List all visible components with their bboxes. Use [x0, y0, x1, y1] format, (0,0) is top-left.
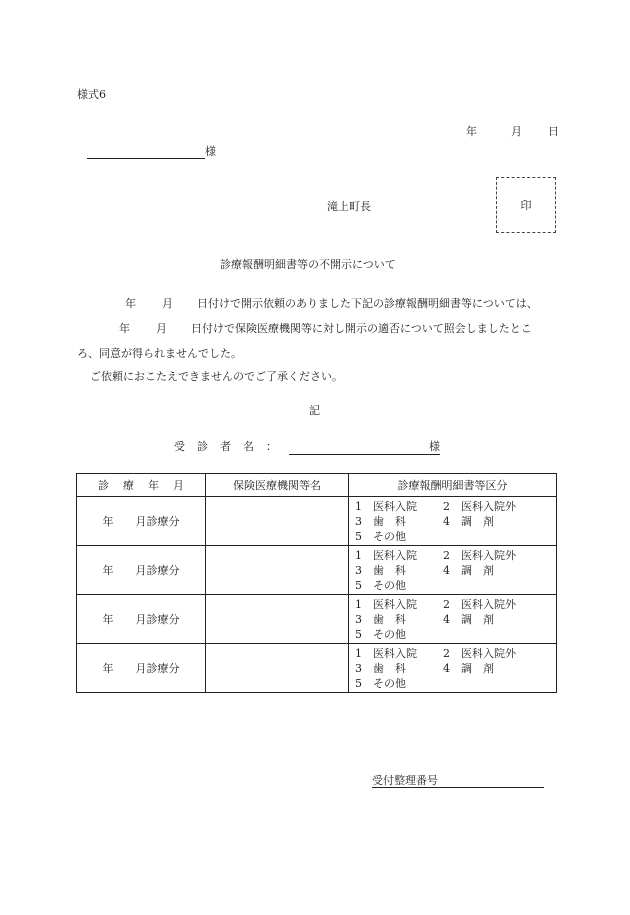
row-category: 1 医科入院 2 医科入院外 3 歯 科 4 調 剤 5 その他	[349, 644, 557, 693]
header-month: 診 療 年 月	[77, 474, 206, 497]
header-institution: 保険医療機関等名	[206, 474, 349, 497]
detail-table	[76, 473, 557, 693]
patient-label-1: 受	[174, 440, 185, 453]
row-month: 年 月診療分	[77, 497, 206, 546]
date-month: 月	[511, 125, 522, 138]
patient-label-2: 診	[197, 440, 208, 453]
blank-month-1: 月	[162, 297, 173, 310]
row-institution	[206, 644, 349, 693]
patient-blank-line	[289, 441, 429, 455]
row-month: 年 月診療分	[77, 644, 206, 693]
issuer-name: 滝上町長	[327, 200, 371, 213]
table-row	[77, 595, 557, 644]
row-institution	[206, 497, 349, 546]
patient-label-3: 者	[220, 440, 231, 453]
body-paragraph-2: ご依頼におこたえできませんのでご了承ください。	[90, 370, 343, 383]
receipt-label: 受付整理番号	[372, 774, 438, 787]
row-month: 年 月診療分	[77, 546, 206, 595]
document-title: 診療報酬明細書等の不開示について	[220, 258, 396, 271]
receipt-number	[372, 772, 544, 788]
row-institution	[206, 595, 349, 644]
blank-year-1: 年	[125, 297, 136, 310]
date-year: 年	[466, 125, 477, 138]
row-category: 1 医科入院 2 医科入院外 3 歯 科 4 調 剤 5 その他	[349, 546, 557, 595]
table-row	[77, 497, 557, 546]
row-month: 年 月診療分	[77, 595, 206, 644]
table-row	[77, 644, 557, 693]
date-day: 日	[548, 125, 559, 138]
receipt-blank-line	[438, 774, 544, 788]
table-header-row	[77, 474, 557, 497]
ki-heading: 記	[309, 404, 320, 417]
addressee-blank-line	[87, 145, 205, 159]
body-text-2: 日付けで保険医療機関等に対し開示の適否について照会しましたところ、同意が得られませんでした。	[77, 322, 532, 360]
row-category: 1 医科入院 2 医科入院外 3 歯 科 4 調 剤 5 その他	[349, 497, 557, 546]
seal-label: 印	[520, 199, 532, 212]
row-category: 1 医科入院 2 医科入院外 3 歯 科 4 調 剤 5 その他	[349, 595, 557, 644]
patient-suffix: 様	[429, 440, 440, 453]
blank-month-2: 月	[156, 322, 167, 335]
addressee-suffix: 様	[205, 145, 216, 158]
patient-name-line	[174, 438, 440, 455]
patient-label-4: 名	[243, 440, 254, 453]
patient-label-colon: ：	[266, 440, 277, 453]
addressee	[87, 143, 216, 159]
body-text-1: 日付けで開示依頼のありました下記の診療報酬明細書等については、	[197, 297, 538, 310]
table-row	[77, 546, 557, 595]
form-number: 様式6	[77, 88, 106, 101]
blank-year-2: 年	[119, 322, 130, 335]
row-institution	[206, 546, 349, 595]
date-line	[466, 123, 559, 139]
header-category: 診療報酬明細書等区分	[349, 474, 557, 497]
body-paragraph-1	[77, 291, 553, 366]
seal-box	[496, 177, 556, 233]
